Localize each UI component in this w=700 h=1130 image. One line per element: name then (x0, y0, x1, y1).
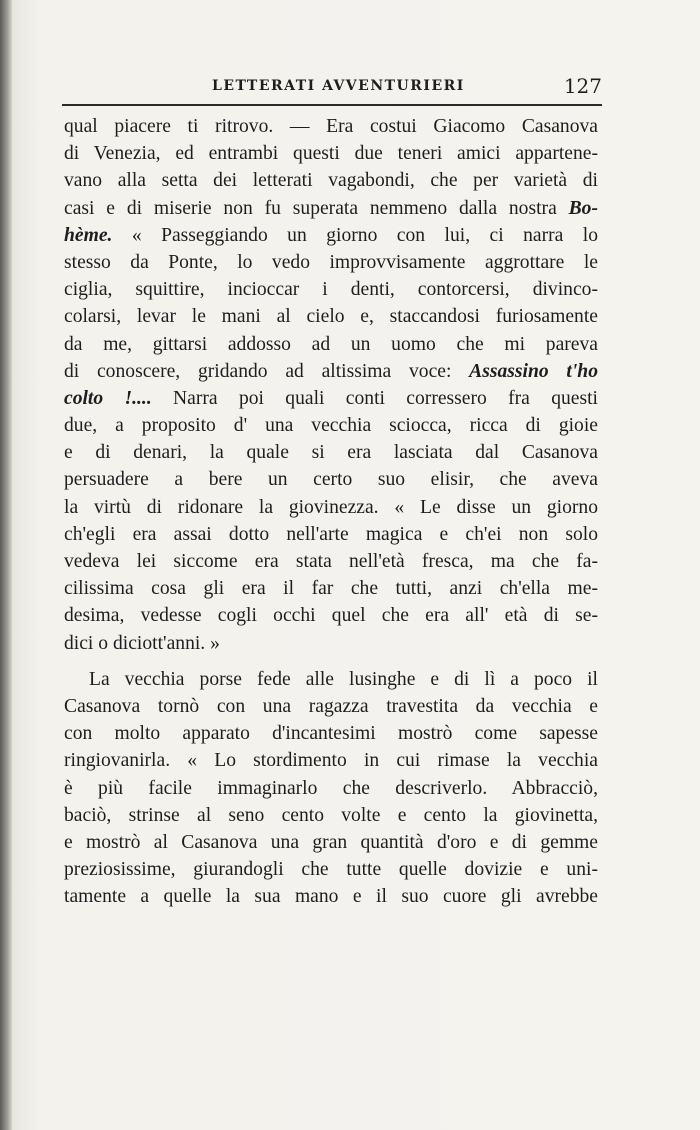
text-line (64, 113, 598, 140)
text-line (64, 358, 598, 385)
text-line (64, 720, 598, 747)
text-span: due, a proposito d' una vecchia sciocca, ricca di gioie (64, 415, 598, 437)
body-text (64, 113, 598, 910)
header-rule (62, 104, 602, 106)
text-span: da me, gittarsi addosso ad un uomo che mi pareva (64, 333, 598, 355)
text-span-italic: Assassino t'ho (469, 360, 599, 382)
text-span: ch'egli era assai dotto nell'arte magica e ch'ei non solo (64, 523, 598, 545)
text-line (64, 575, 598, 602)
text-line (64, 494, 598, 521)
text-line (64, 439, 598, 466)
text-span-italic: colto !.... (64, 387, 152, 409)
text-span: di conoscere, gridando ad altissima voce: (64, 360, 470, 382)
text-span: con molto apparato d'incantesimi mostrò come sapesse (64, 723, 598, 745)
text-span: colarsi, levar le mani al cielo e, staccandosi furiosamente (64, 306, 598, 328)
text-line (64, 548, 598, 575)
text-line (64, 140, 598, 167)
page-header (62, 76, 602, 100)
paragraph-gap (64, 657, 598, 666)
text-line (64, 602, 598, 629)
text-span: è più facile immaginarlo che descriverlo. Abbracciò, (64, 777, 598, 799)
text-line (64, 883, 598, 910)
text-span: vano alla setta dei letterati vagabondi, che per varietà di (64, 170, 598, 192)
text-span: « Passeggiando un giorno con lui, ci narra lo (112, 224, 598, 246)
text-span: tamente a quelle la sua mano e il suo cuore gli avrebbe (64, 886, 598, 908)
text-span: stesso da Ponte, lo vedo improvvisamente aggrottare le (64, 251, 598, 273)
text-span: La vecchia porse fede alle lusinghe e di lì a poco il (89, 668, 598, 690)
text-line (64, 412, 598, 439)
text-line (64, 693, 598, 720)
text-line (64, 856, 598, 883)
text-line (64, 303, 598, 330)
text-line (64, 829, 598, 856)
text-span: e mostrò al Casanova una gran quantità d'oro e di gemme (64, 831, 598, 853)
text-span: preziosissime, giurandogli che tutte quelle dovizie e uni- (64, 859, 598, 881)
paragraph (64, 666, 598, 911)
page-number: 127 (563, 74, 602, 98)
running-head: LETTERATI AVVENTURIERI (212, 78, 465, 94)
text-line (64, 331, 598, 358)
text-span: e di denari, la quale si era lasciata dal Casanova (64, 442, 598, 464)
text-span: di Venezia, ed entrambi questi due teneri amici appartene- (64, 143, 598, 165)
text-span: baciò, strinse al seno cento volte e cento la giovinetta, (64, 804, 598, 826)
text-span: vedeva lei siccome era stata nell'età fresca, ma che fa- (64, 551, 598, 572)
text-line (64, 775, 598, 802)
book-spine-shadow (0, 0, 12, 1130)
text-span-italic: hème. (64, 224, 113, 246)
text-span: Casanova tornò con una ragazza travestita da vecchia e (64, 695, 598, 717)
text-span-italic: Bo- (568, 197, 598, 219)
paragraph (64, 113, 598, 657)
text-line (64, 630, 598, 657)
text-line (64, 195, 598, 222)
text-line (64, 385, 598, 412)
text-span: ringiovanirla. « Lo stordimento in cui rimase la vecchia (64, 750, 598, 772)
text-line (64, 276, 598, 303)
text-span: persuadere a bere un certo suo elisir, che aveva (64, 469, 598, 491)
text-span: qual piacere ti ritrovo. — Era costui Giacomo Casanova (64, 116, 598, 137)
text-line (64, 521, 598, 548)
text-line (64, 666, 598, 693)
text-span: desima, vedesse cogli occhi quel che era all' età di se- (64, 605, 598, 627)
text-line (64, 249, 598, 276)
text-line (64, 466, 598, 493)
text-span: Narra poi quali conti corressero fra questi (151, 387, 598, 409)
text-line (64, 222, 598, 249)
text-span: casi e di miserie non fu superata nemmeno dalla nostra (64, 197, 569, 219)
text-span: ciglia, squittire, incioccar i denti, contorcersi, divinco- (64, 279, 598, 301)
text-line (64, 802, 598, 829)
text-line (64, 167, 598, 194)
text-span: cilissima cosa gli era il far che tutti, anzi ch'ella me- (64, 578, 598, 600)
text-span: la virtù di ridonare la giovinezza. « Le disse un giorno (64, 496, 598, 518)
text-line (64, 747, 598, 774)
text-span: dici o diciott'anni. » (64, 632, 220, 654)
